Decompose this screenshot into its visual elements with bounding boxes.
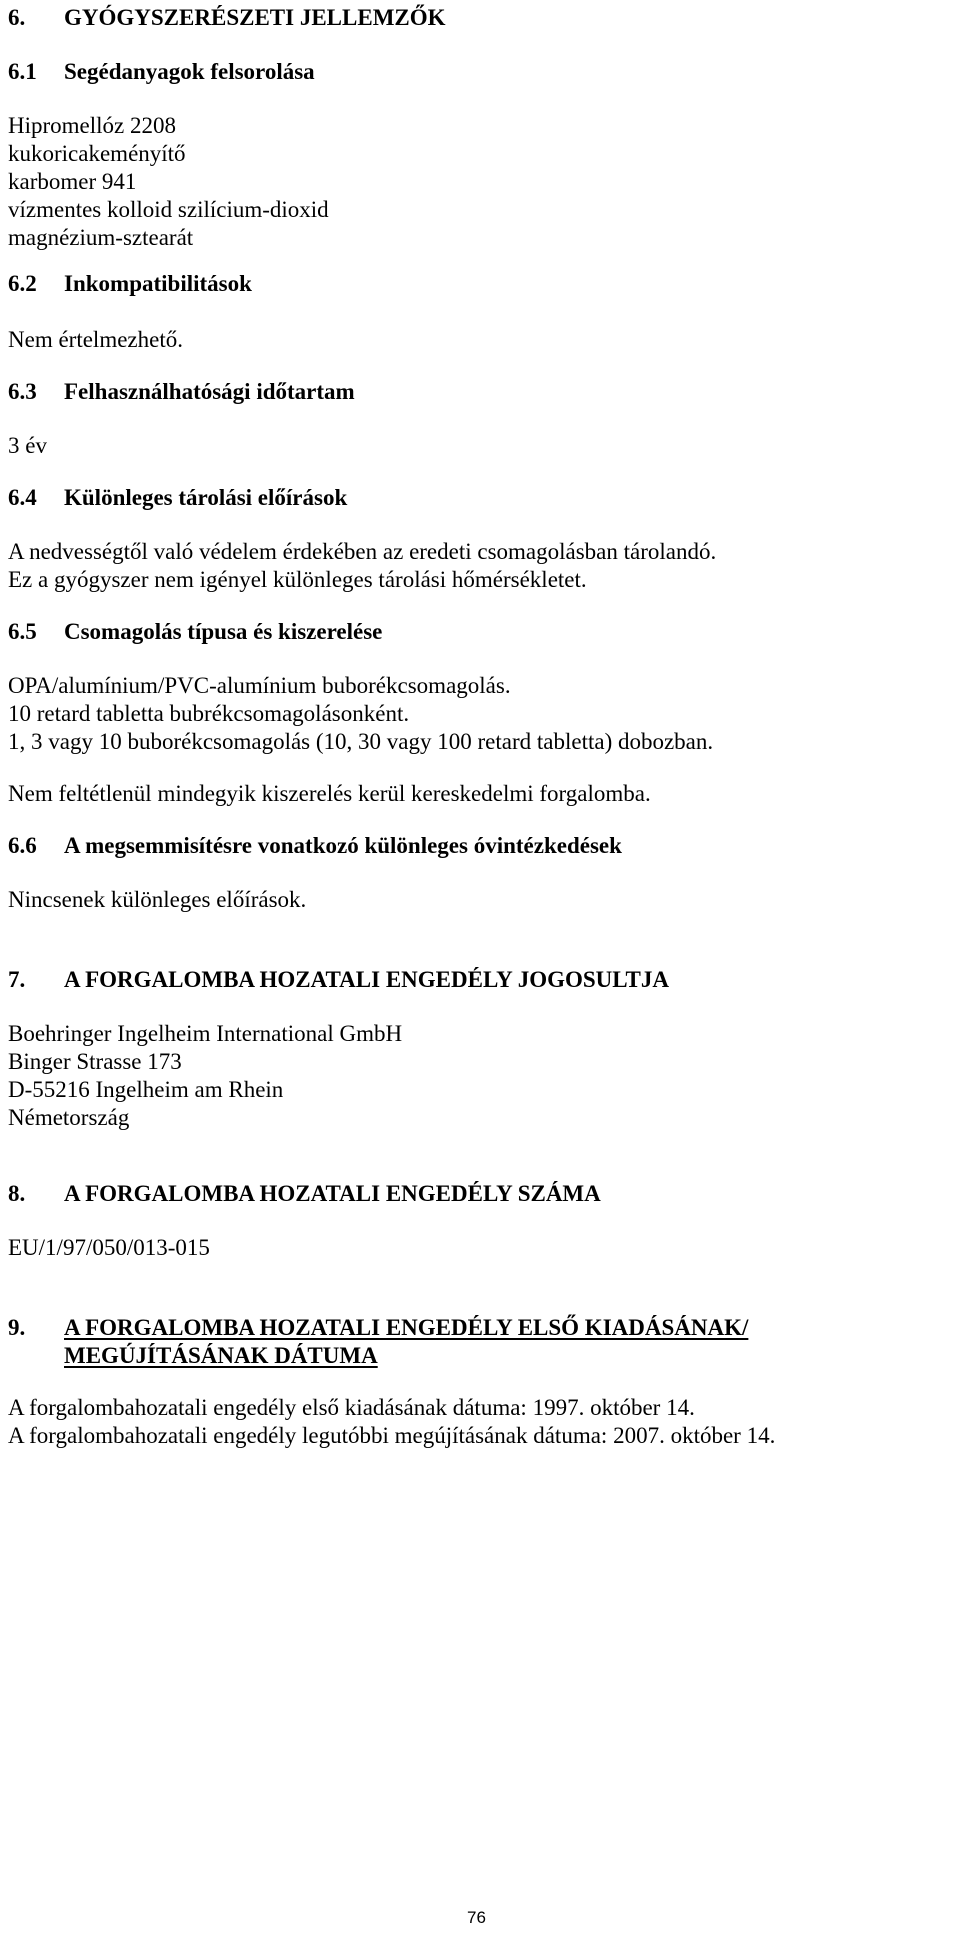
storage-line: A nedvességtől való védelem érdekében az eredeti csomagolásban tárolandó.: [8, 539, 717, 564]
section-6-5-title: Csomagolás típusa és kiszerelése: [64, 619, 383, 644]
section-6-1-title: Segédanyagok felsorolása: [64, 59, 315, 84]
section-6-3-number: 6.3: [8, 379, 37, 404]
packaging-line: 1, 3 vagy 10 buborékcsomagolás (10, 30 vagy 100 retard tabletta) dobozban.: [8, 729, 714, 754]
section-9-title-line2: MEGÚJÍTÁSÁNAK DÁTUMA: [64, 1343, 378, 1368]
section-6-2-text: Nem értelmezhető.: [8, 327, 183, 352]
section-6-4-heading: [8, 484, 348, 512]
section-8-number: 8.: [8, 1181, 26, 1206]
date-line: A forgalombahozatali engedély legutóbbi megújításának dátuma: 2007. október 14.: [8, 1423, 776, 1448]
section-6-3-heading: [8, 378, 355, 406]
excipient-item: karbomer 941: [8, 169, 137, 194]
packaging-note: Nem feltétlenül mindegyik kiszerelés kerül kereskedelmi forgalomba.: [8, 781, 651, 806]
authorisation-number: EU/1/97/050/013-015: [8, 1235, 210, 1260]
address-line: Binger Strasse 173: [8, 1049, 182, 1074]
section-9-heading: [8, 1314, 749, 1342]
section-6-number: 6.: [8, 5, 26, 30]
section-7-number: 7.: [8, 967, 26, 992]
section-6-1-number: 6.1: [8, 59, 37, 84]
excipient-item: kukoricakeményítő: [8, 141, 186, 166]
section-6-6-text: Nincsenek különleges előírások.: [8, 887, 307, 912]
section-6-3-text: 3 év: [8, 433, 47, 458]
address-line: Németország: [8, 1105, 130, 1130]
section-6-6-heading: [8, 832, 622, 860]
section-9-number: 9.: [8, 1315, 26, 1340]
section-6-2-number: 6.2: [8, 271, 37, 296]
section-6-6-title: A megsemmisítésre vonatkozó különleges óvintézkedések: [64, 833, 622, 858]
section-8-heading: [8, 1180, 601, 1208]
packaging-line: OPA/alumínium/PVC-alumínium buborékcsomagolás.: [8, 673, 511, 698]
excipient-item: Hipromellóz 2208: [8, 113, 176, 138]
excipient-item: vízmentes kolloid szilícium-dioxid: [8, 197, 329, 222]
section-6-4-number: 6.4: [8, 485, 37, 510]
section-6-2-title: Inkompatibilitások: [64, 271, 252, 296]
section-6-5-number: 6.5: [8, 619, 37, 644]
section-6-title: GYÓGYSZERÉSZETI JELLEMZŐK: [64, 5, 446, 30]
storage-line: Ez a gyógyszer nem igényel különleges tárolási hőmérsékletet.: [8, 567, 587, 592]
section-8-title: A FORGALOMBA HOZATALI ENGEDÉLY SZÁMA: [64, 1181, 601, 1206]
excipient-item: magnézium-sztearát: [8, 225, 194, 250]
section-6-heading: [8, 4, 446, 32]
section-7-title: A FORGALOMBA HOZATALI ENGEDÉLY JOGOSULTJA: [64, 967, 669, 992]
section-9-title-line1: A FORGALOMBA HOZATALI ENGEDÉLY ELSŐ KIADÁSÁNAK/: [64, 1315, 749, 1340]
section-6-3-title: Felhasználhatósági időtartam: [64, 379, 355, 404]
section-6-1-heading: [8, 58, 315, 86]
section-6-6-number: 6.6: [8, 833, 37, 858]
packaging-line: 10 retard tabletta bubrékcsomagolásonként.: [8, 701, 410, 726]
section-6-4-title: Különleges tárolási előírások: [64, 485, 348, 510]
section-7-heading: [8, 966, 669, 994]
section-6-5-heading: [8, 618, 383, 646]
page-number: 76: [467, 1908, 486, 1927]
date-line: A forgalombahozatali engedély első kiadásának dátuma: 1997. október 14.: [8, 1395, 695, 1420]
section-6-2-heading: [8, 270, 252, 298]
address-line: D-55216 Ingelheim am Rhein: [8, 1077, 284, 1102]
address-line: Boehringer Ingelheim International GmbH: [8, 1021, 403, 1046]
